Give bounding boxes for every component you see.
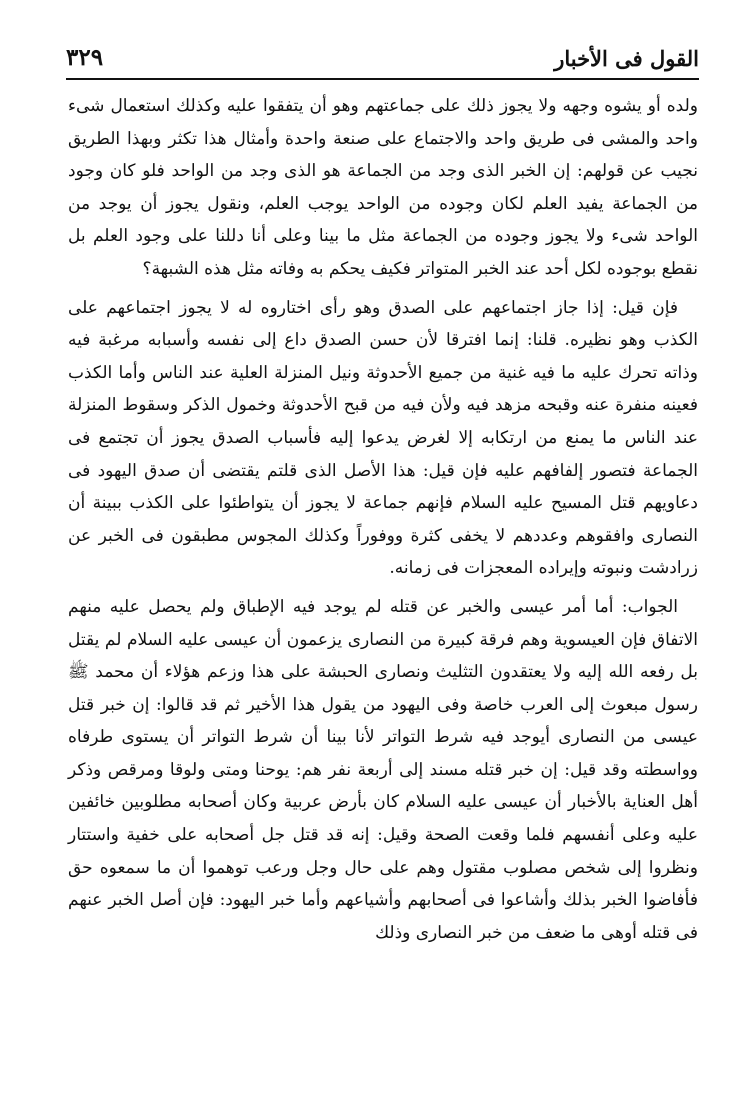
page-number: ٣٢٩	[66, 44, 104, 71]
paragraph-2: فإن قيل: إذا جاز اجتماعهم على الصدق وهو رأى اختاروه له لا يجوز اجتماعهم على الكذب وهو نظيره. قلنا: إنما افترقا لأن حسن الصدق داع إلى نفسه وأسبابه مرغبة فيه وذاته تحرك عليه ما فيه غنية من جميع الأحدوثة ونيل المنزلة العلية عند الناس وأما الكذب فعينه منفرة عنه وقبحه مزهد فيه ولأن فيه من قبح الأحدوثة وخمول الذكر وسقوط المنزلة عند الناس ما يمنع من ارتكابه إلا لغرض يدعوا إليه فأسباب الصدق يجوز أن تجتمع فى الجماعة فتصور إلفافهم عليه فإن قيل: هذا الأصل الذى قلتم يقتضى أن صدق اليهود فى دعاويهم قتل المسيح عليه السلام فإنهم جماعة لا يجوز أن يتواطئوا على الكذب ببينة أن النصارى وافقوهم وعددهم لا يخفى كثرة ووفوراً وكذلك المجوس مطبقون فى الخبر عن زرادشت ونبوته وإيراده المعجزات فى زمانه.	[68, 297, 698, 579]
page-header	[66, 40, 699, 80]
paragraph-3: الجواب: أما أمر عيسى والخبر عن قتله لم يوجد فيه الإطباق ولم يحصل عليه منهم الاتفاق فإن العيسوية وهم فرقة كبيرة من النصارى يزعمون أن عيسى عليه السلام لم يقتل بل رفعه الله إليه ولا يعتقدون التثليث ونصارى الحبشة على هذا وزعم هؤلاء أن محمد ﷺ رسول مبعوث إلى العرب خاصة وفى اليهود من يقول هذا الأخير ثم قد قالوا: إن خبر قتل عيسى من النصارى أيوجد فيه شرط التواتر لأنا بينا أن شرط التواتر أن يستوى طرفاه وواسطته وقد قيل: إن خبر قتله مسند إلى أربعة نفر هم: يوحنا ومتى ولوقا ومرقص وذكر أهل العناية بالأخبار أن عيسى عليه السلام كان بأرض عربية وكان أصحابه مطلوبين خائفين عليه وعلى أنفسهم فلما وقعت الصحة وقيل: إنه قد قتل جل أصحابه على خفية واستتار ونظروا إلى شخص مصلوب مقتول وهم على حال وجل ورعب توهموا أن ما سمعوه حق فأفاضوا الخبر بذلك وأشاعوا فى أصحابهم وأشياعهم وأما خبر اليهود: فإن أصل الخبر عنهم فى قتله أوهى ما ضعف من خبر النصارى وذلك	[68, 596, 698, 943]
header-divider	[66, 78, 699, 80]
running-title: القول فى الأخبار	[554, 46, 699, 71]
body-text	[68, 90, 698, 955]
paragraph-1: ولده أو يشوه وجهه ولا يجوز ذلك على جماعتهم وهو أن يتفقوا عليه وكذلك استعمال شىء واحد والمشى فى طريق واحد والاجتماع على صنعة واحدة وأمثال هذا تكثر وبهذا الطريق نجيب عن قولهم: إن الخبر الذى وجد من الجماعة هو الذى وجد من الواحد فلو كان وجود من الجماعة يفيد العلم لكان وجوده من الواحد يوجب العلم، ونقول يجوز أن يوجد من الواحد شىء ولا يجوز وجوده من الجماعة مثل ما بينا وعلى أنا دللنا على وجود العلم بل نقطع بوجوده لكل أحد عند الخبر المتواتر فكيف يحكم به وفاته مثل هذه الشبهة؟	[68, 96, 698, 279]
